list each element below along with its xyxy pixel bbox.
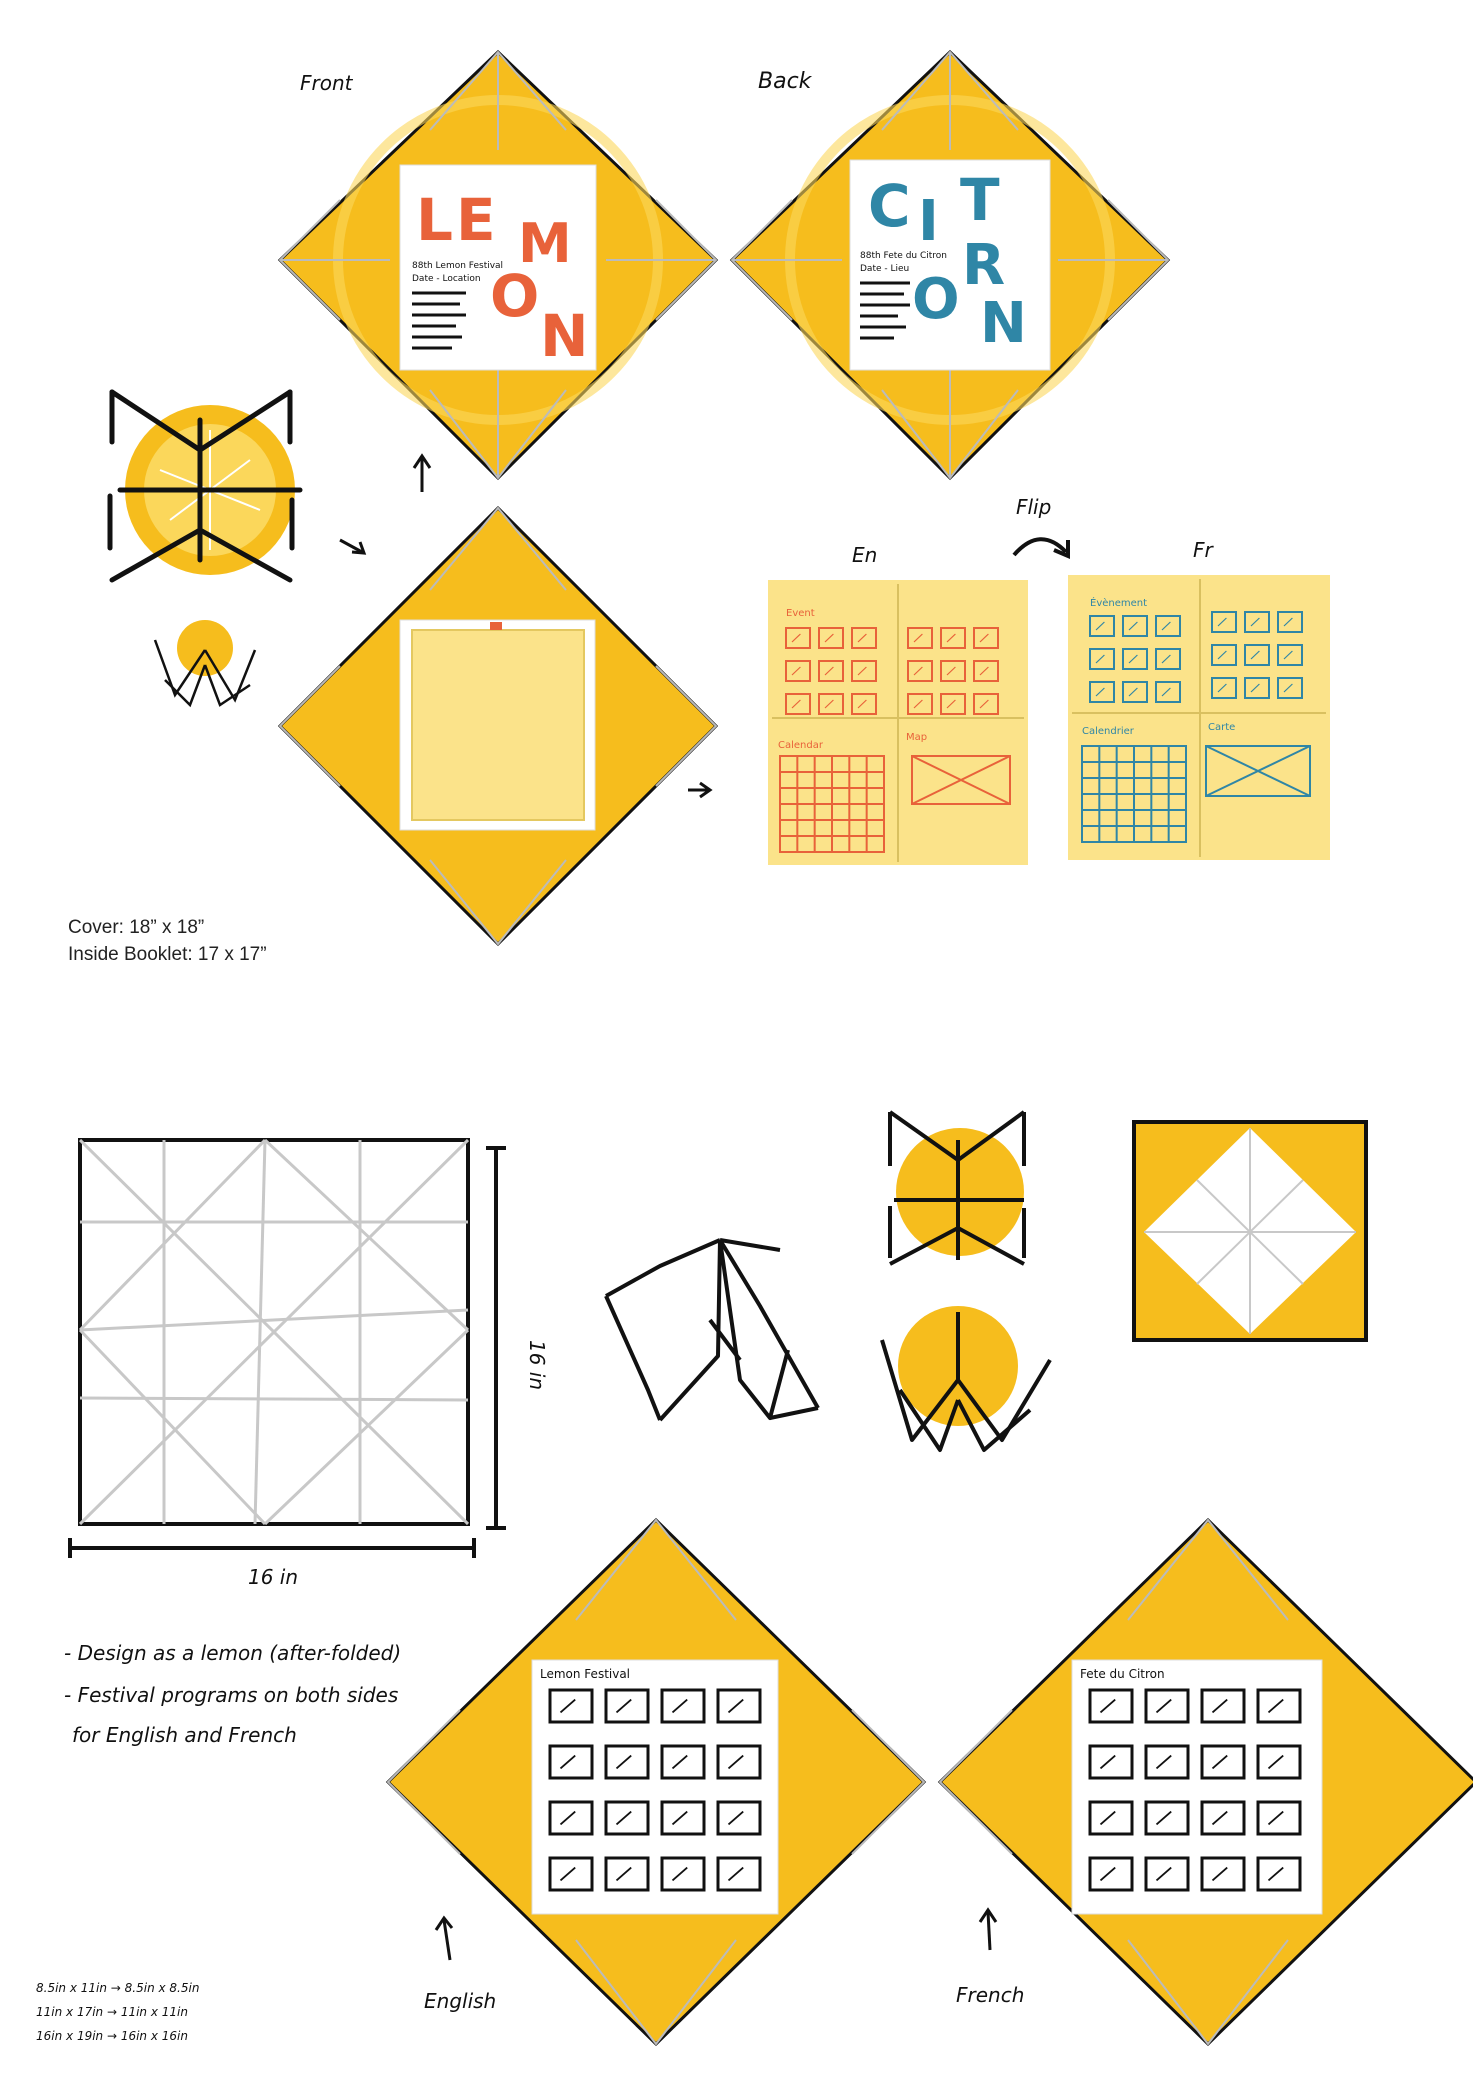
fold-stage-unfolded-square (1134, 1122, 1366, 1340)
front-cover-letter-l: L (416, 186, 453, 254)
back-cover-line2: Date - Lieu (860, 264, 910, 274)
front-cover-letter-m: M (518, 212, 572, 275)
small-folded-lemon-sketch (155, 620, 255, 705)
folded-lemon-sketch (110, 392, 300, 580)
size-line-1: 8.5in x 11in → 8.5in x 8.5in (36, 1981, 200, 1995)
spec-cover-size: Cover: 18” x 18” (68, 917, 205, 938)
english-label: English (424, 1989, 497, 2013)
booklet-en-map-label: Map (906, 732, 928, 743)
height-dimension-line (486, 1148, 506, 1528)
flip-label: Flip (1016, 495, 1052, 519)
height-dimension-label: 16 in (525, 1340, 549, 1391)
booklet-fr (1068, 575, 1330, 860)
front-label: Front (300, 71, 353, 95)
program-french-diamond (940, 1520, 1473, 2044)
program-french-title: Fete du Citron (1080, 1667, 1165, 1681)
back-cover-letter-i: I (918, 189, 939, 254)
front-cover-letter-e: E (456, 186, 496, 254)
front-cover-letter-n: N (540, 302, 589, 370)
back-cover-letter-c: C (868, 172, 911, 240)
note-english-french: for English and French (72, 1723, 297, 1747)
booklet-fr-map-label: Carte (1208, 722, 1236, 733)
back-cover-diamond (732, 52, 1168, 478)
width-dimension-label: 16 in (248, 1565, 299, 1589)
program-english-diamond (388, 1520, 924, 2044)
back-cover-line1: 88th Fete du Citron (860, 251, 947, 261)
front-cover-diamond (280, 52, 716, 478)
size-line-3: 16in x 19in → 16in x 16in (36, 2029, 188, 2043)
back-label: Back (758, 69, 812, 94)
french-label: French (956, 1983, 1025, 2007)
booklet-fr-calendar-label: Calendrier (1082, 726, 1134, 737)
arrow-right-icon (340, 540, 364, 553)
front-cover-line2: Date - Location (412, 274, 481, 284)
arrow-right-icon (688, 783, 710, 797)
width-dimension-line (70, 1538, 474, 1558)
crease-pattern-square (80, 1140, 468, 1524)
note-design-as-lemon: - Design as a lemon (after-folded) (64, 1641, 402, 1665)
front-cover-letter-o: O (490, 262, 540, 330)
note-programs-both-sides: - Festival programs on both sides (64, 1683, 399, 1707)
booklet-fr-events-label: Évènement (1090, 598, 1148, 609)
fold-stage-sketch-square (890, 1112, 1024, 1264)
back-cover-letter-t: T (960, 166, 1000, 234)
back-cover-letter-r: R (962, 233, 1006, 298)
flip-arrow-icon (1014, 539, 1068, 556)
fr-label: Fr (1193, 538, 1213, 562)
arrow-up-icon (980, 1910, 996, 1950)
back-cover-letter-o: O (912, 267, 960, 332)
fold-stage-sketch-outline (606, 1240, 818, 1420)
en-label: En (852, 543, 878, 567)
spec-booklet-size: Inside Booklet: 17 x 17” (68, 944, 267, 965)
booklet-en-calendar-label: Calendar (778, 740, 823, 751)
fold-stage-sketch-lemon (882, 1306, 1050, 1450)
program-english-title: Lemon Festival (540, 1667, 631, 1681)
booklet-en-events-label: Event (786, 608, 815, 619)
booklet-en (768, 580, 1028, 865)
arrow-up-icon (436, 1918, 452, 1960)
opened-cover-diamond (280, 508, 716, 944)
arrow-up-icon (414, 456, 430, 492)
front-cover-line1: 88th Lemon Festival (412, 261, 504, 271)
size-line-2: 11in x 17in → 11in x 11in (36, 2005, 188, 2019)
back-cover-letter-n: N (980, 291, 1027, 356)
